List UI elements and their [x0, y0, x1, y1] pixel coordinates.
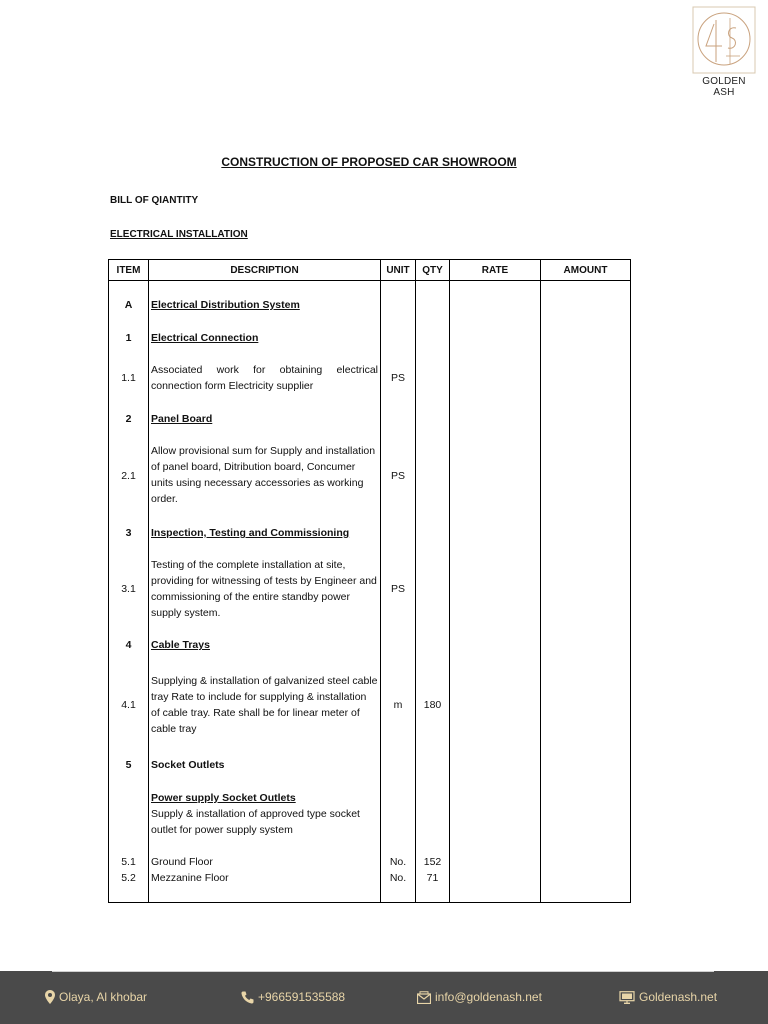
- footer-divider: [52, 971, 714, 972]
- desc-3-1: Testing of the complete installation at site, providing for witnessing of tests by Engineer and commissioning of the entire standby power supply system.: [151, 559, 377, 619]
- item-3: 3: [125, 527, 132, 539]
- desc-2-1: Allow provisional sum for Supply and installation of panel board, Ditribution board, Concumer units using necessary accessories as working order.: [151, 445, 376, 505]
- footer-phone[interactable]: [241, 990, 345, 1004]
- location-text: Olaya, Al khobar: [59, 990, 148, 1004]
- unit-5-2: No.: [389, 872, 407, 884]
- desc-2: Panel Board: [151, 413, 213, 425]
- section-title: ELECTRICAL INSTALLATION: [110, 229, 248, 240]
- header-description: DESCRIPTION: [149, 260, 381, 281]
- unit-1-1: PS: [390, 372, 405, 384]
- footer-location: [45, 990, 147, 1004]
- unit-5-1: No.: [389, 856, 407, 868]
- logo-brand-text: GOLDEN ASH: [702, 76, 746, 98]
- desc-5-2: Mezzanine Floor: [151, 872, 229, 884]
- footer-website[interactable]: [619, 990, 717, 1004]
- item-2: 2: [125, 413, 132, 425]
- item-1-1: 1.1: [121, 372, 136, 384]
- phone-icon: [241, 991, 254, 1004]
- unit-column: [381, 281, 416, 903]
- qty-4-1: 180: [423, 699, 442, 711]
- item-1: 1: [125, 332, 132, 344]
- desc-1: Electrical Connection: [151, 332, 259, 344]
- table-body-row: [109, 281, 631, 903]
- email-text: info@goldenash.net: [435, 990, 542, 1004]
- desc-5-1: Ground Floor: [151, 856, 213, 868]
- item-5: 5: [125, 759, 132, 771]
- phone-text: +966591535588: [258, 990, 346, 1004]
- qty-5-2: 71: [426, 872, 439, 884]
- document-subtitle: BILL OF QIANTITY: [110, 195, 199, 206]
- table-header-row: [109, 260, 631, 281]
- logo-emblem-icon: [692, 6, 756, 74]
- desc-5-heading: Power supply Socket Outlets: [151, 792, 296, 804]
- item-3-1: 3.1: [121, 583, 136, 595]
- description-column: [149, 281, 381, 903]
- item-5-1: 5.1: [121, 856, 136, 868]
- desc-4-1: Supplying & installation of galvanized steel cable tray Rate to include for supplying & installation of cable tray. Rate shall be for linear meter of cable tray: [151, 675, 378, 735]
- header-item: ITEM: [109, 260, 149, 281]
- footer-email[interactable]: [417, 990, 542, 1004]
- item-4-1: 4.1: [121, 699, 136, 711]
- bill-of-quantity-table: [108, 259, 631, 903]
- item-a: A: [124, 299, 133, 311]
- desc-a: Electrical Distribution System: [151, 299, 300, 311]
- item-5-2: 5.2: [121, 872, 136, 884]
- header-amount: AMOUNT: [541, 260, 631, 281]
- email-icon: [417, 991, 431, 1004]
- header-qty: QTY: [416, 260, 450, 281]
- desc-5: Socket Outlets: [151, 759, 225, 771]
- desc-1-1: Associated work for obtaining electrical connection form Electricity supplier: [151, 364, 378, 392]
- item-column: [109, 281, 149, 903]
- desc-3: Inspection, Testing and Commissioning: [151, 527, 350, 539]
- company-logo: [692, 6, 756, 98]
- website-text: Goldenash.net: [639, 990, 718, 1004]
- location-pin-icon: [45, 990, 55, 1004]
- rate-column: [450, 281, 541, 903]
- unit-4-1: m: [393, 699, 403, 711]
- item-2-1: 2.1: [121, 470, 136, 482]
- item-4: 4: [125, 639, 132, 651]
- header-unit: UNIT: [381, 260, 416, 281]
- qty-5-1: 152: [423, 856, 442, 868]
- unit-2-1: PS: [390, 470, 405, 482]
- header-rate: RATE: [450, 260, 541, 281]
- desc-5-text: Supply & installation of approved type socket outlet for power supply system: [151, 808, 360, 836]
- unit-3-1: PS: [390, 583, 405, 595]
- desc-4: Cable Trays: [151, 639, 210, 651]
- document-title: CONSTRUCTION OF PROPOSED CAR SHOWROOM: [221, 155, 517, 169]
- contact-footer: [0, 971, 768, 1024]
- qty-column: [416, 281, 450, 903]
- amount-column: [541, 281, 631, 903]
- monitor-icon: [619, 991, 635, 1004]
